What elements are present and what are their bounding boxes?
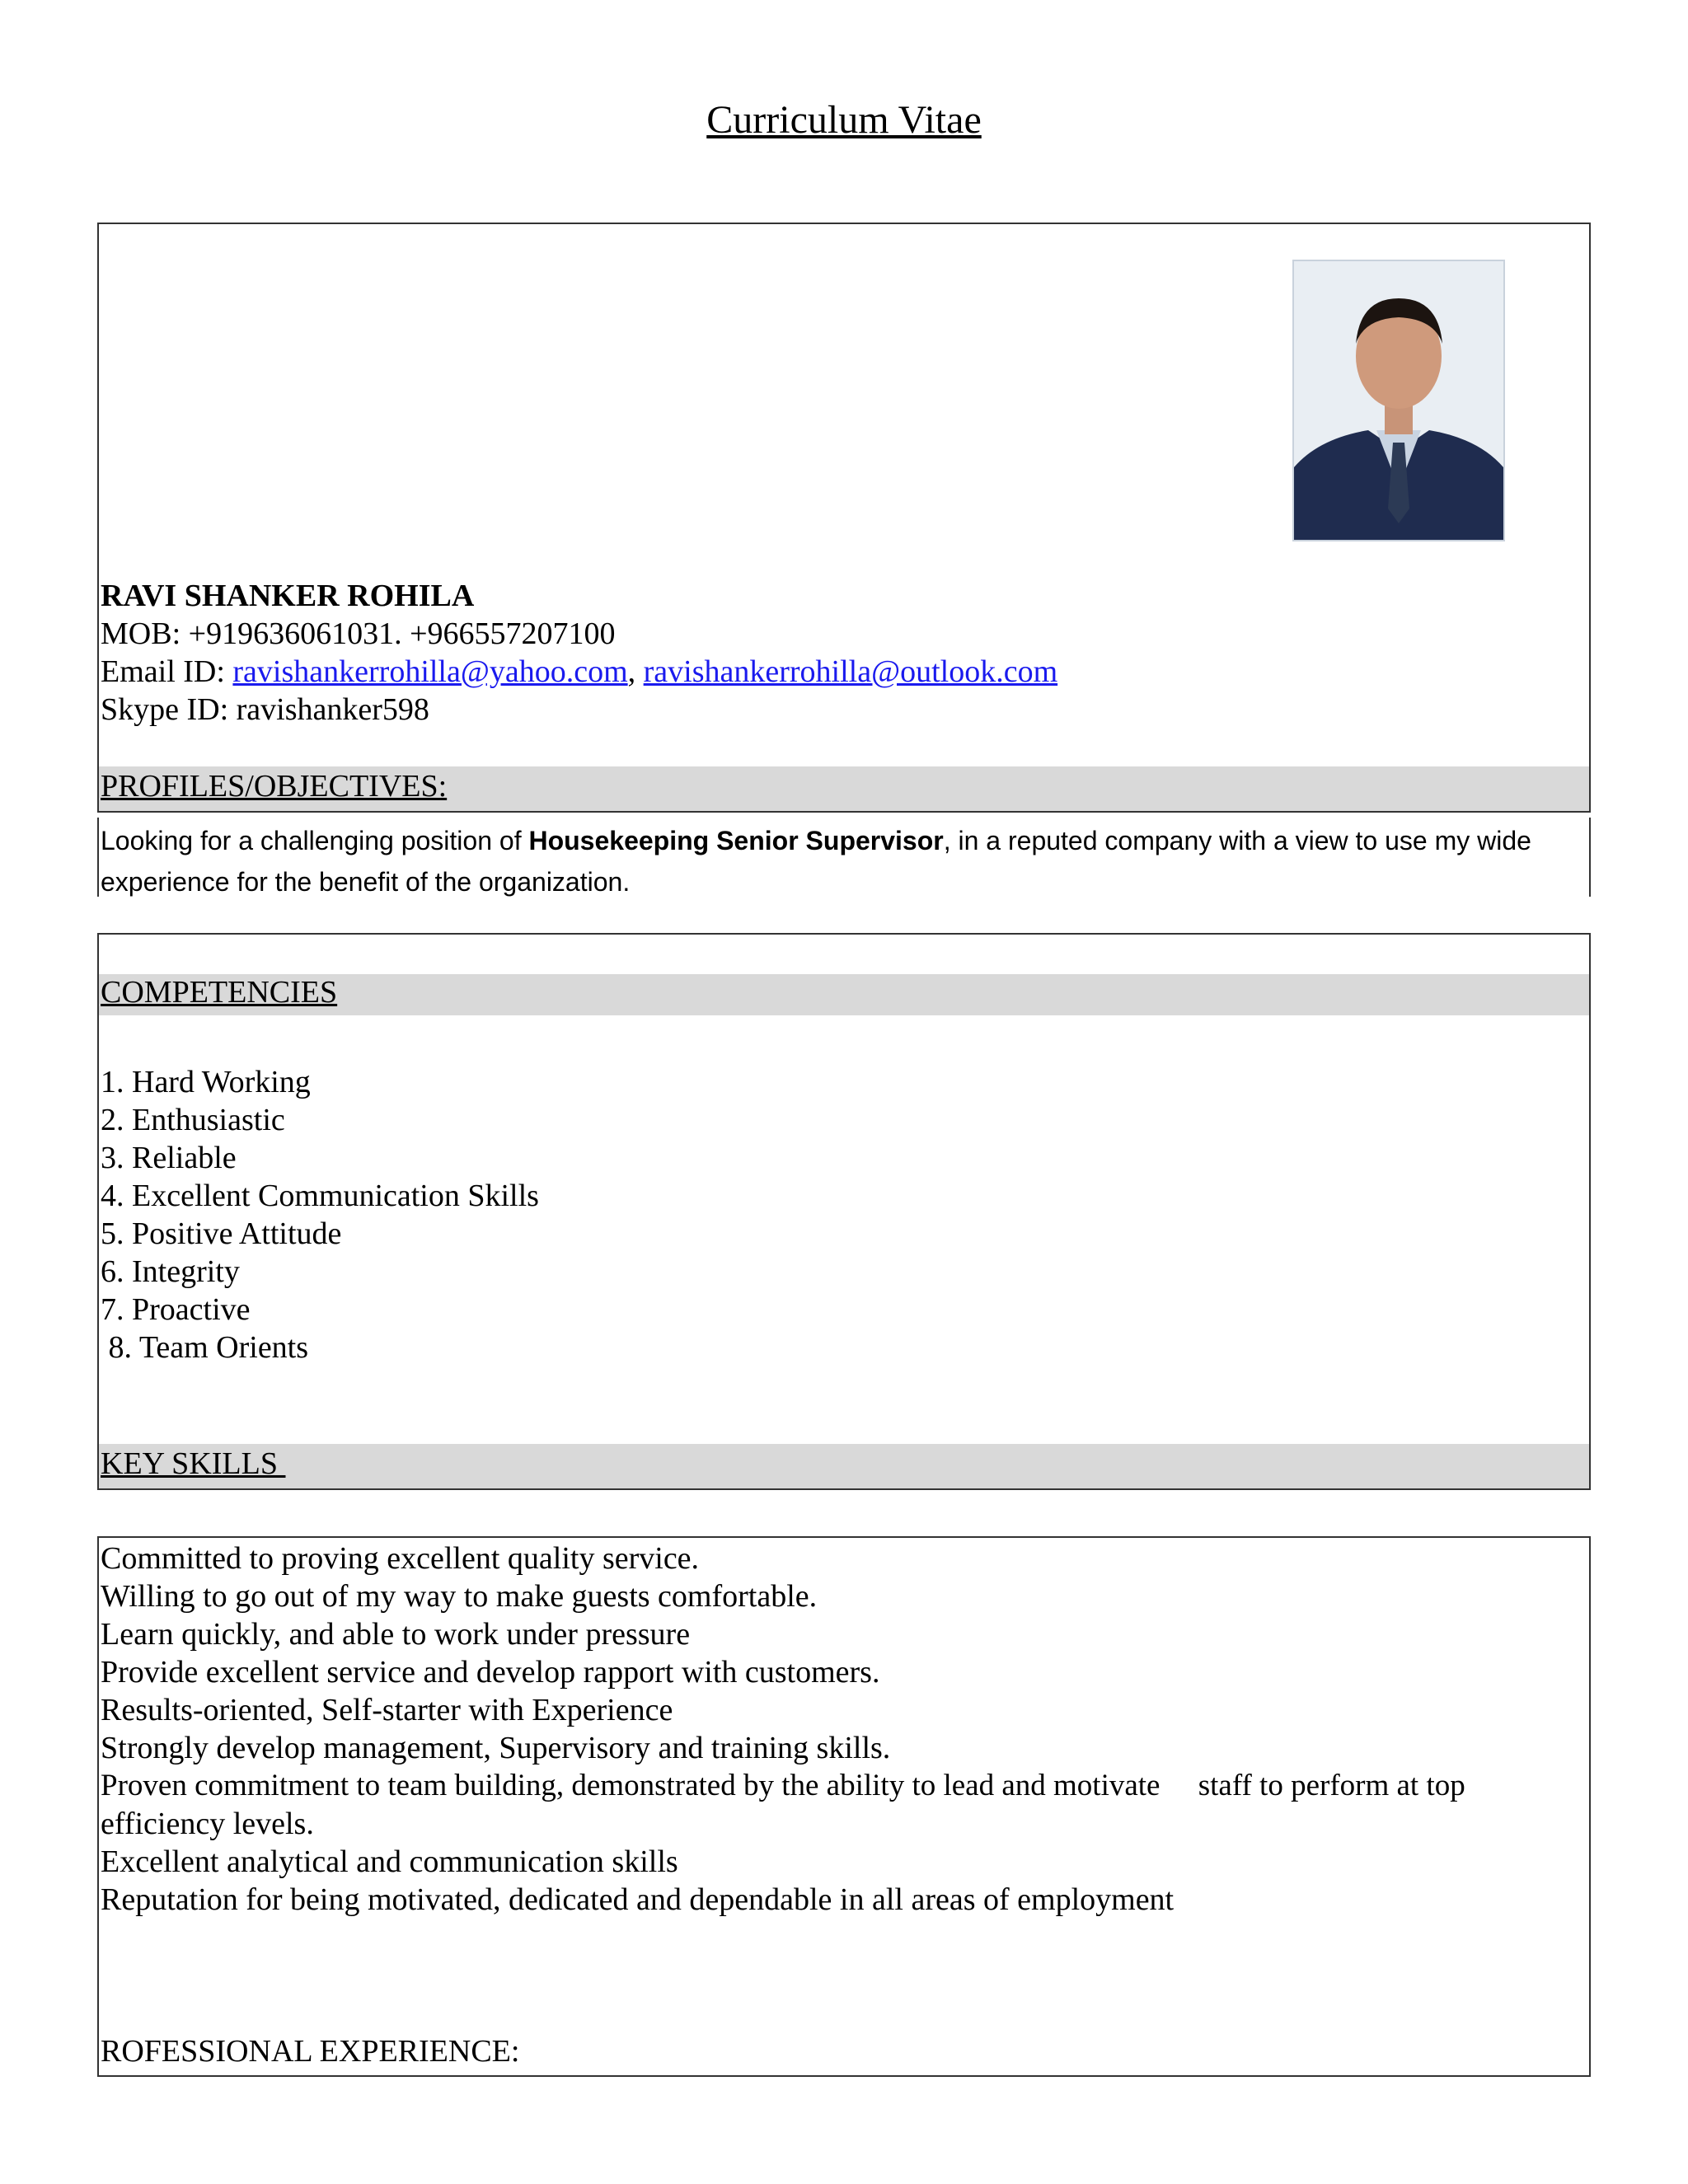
skill-item: Strongly develop management, Supervisory and training skills.: [101, 1731, 891, 1765]
objective-position: Housekeeping Senior Supervisor: [528, 826, 944, 855]
email-link-outlook[interactable]: ravishankerrohilla@outlook.com: [643, 654, 1058, 689]
competency-item: 4. Excellent Communication Skills: [101, 1179, 539, 1213]
profile-photo: [1292, 260, 1505, 541]
email-line: [101, 653, 1057, 691]
objective-text-line-1: [101, 819, 1531, 862]
skill-item: Committed to proving excellent quality service.: [101, 1541, 700, 1576]
page-title: Curriculum Vitae: [706, 98, 982, 142]
competency-item: 1. Hard Working: [101, 1065, 311, 1099]
objective-text-end: , in a reputed company with a view to use my wide: [943, 826, 1531, 855]
competency-item: 8. Team Orients: [101, 1330, 309, 1365]
key-skills-heading: KEY SKILLS: [101, 1446, 286, 1481]
skill-item: Willing to go out of my way to make guests comfortable.: [101, 1579, 818, 1614]
email-separator: ,: [627, 654, 644, 689]
skill-item: Learn quickly, and able to work under pressure: [101, 1617, 691, 1652]
skill-item: Provide excellent service and develop rapport with customers.: [101, 1655, 880, 1690]
competency-item: 2. Enthusiastic: [101, 1103, 285, 1137]
objective-left-border: [97, 818, 99, 897]
competency-item: 5. Positive Attitude: [101, 1216, 342, 1251]
competencies-heading: COMPETENCIES: [101, 975, 338, 1010]
mobile-number: MOB: +919636061031. +966557207100: [101, 616, 616, 651]
email-label: Email ID:: [101, 654, 233, 689]
candidate-name: RAVI SHANKER ROHILA: [101, 579, 475, 613]
objective-right-border: [1589, 818, 1591, 897]
objective-text-line-2: experience for the benefit of the organization.: [101, 867, 631, 897]
skill-item: Results-oriented, Self-starter with Experience: [101, 1693, 673, 1727]
skill-item: efficiency levels.: [101, 1807, 314, 1841]
competency-item: 7. Proactive: [101, 1292, 251, 1327]
objectives-heading: PROFILES/OBJECTIVES:: [101, 769, 448, 804]
email-link-yahoo[interactable]: ravishankerrohilla@yahoo.com: [232, 654, 628, 689]
objectives-heading-band: [99, 766, 1589, 811]
competencies-heading-band: [99, 974, 1589, 1015]
skype-id: Skype ID: ravishanker598: [101, 692, 429, 727]
skill-item: Reputation for being motivated, dedicated and dependable in all areas of employment: [101, 1882, 1175, 1917]
person-portrait-icon: [1294, 261, 1503, 540]
objective-text-start: Looking for a challenging position of: [101, 826, 529, 855]
skill-item: Proven commitment to team building, demonstrated by the ability to lead and motivate staff to perform at top: [101, 1769, 1465, 1802]
competency-item: 6. Integrity: [101, 1254, 240, 1289]
experience-heading: ROFESSIONAL EXPERIENCE:: [101, 2034, 520, 2069]
key-skills-heading-band: [99, 1444, 1589, 1488]
skill-item: Excellent analytical and communication skills: [101, 1844, 678, 1879]
competency-item: 3. Reliable: [101, 1141, 237, 1175]
